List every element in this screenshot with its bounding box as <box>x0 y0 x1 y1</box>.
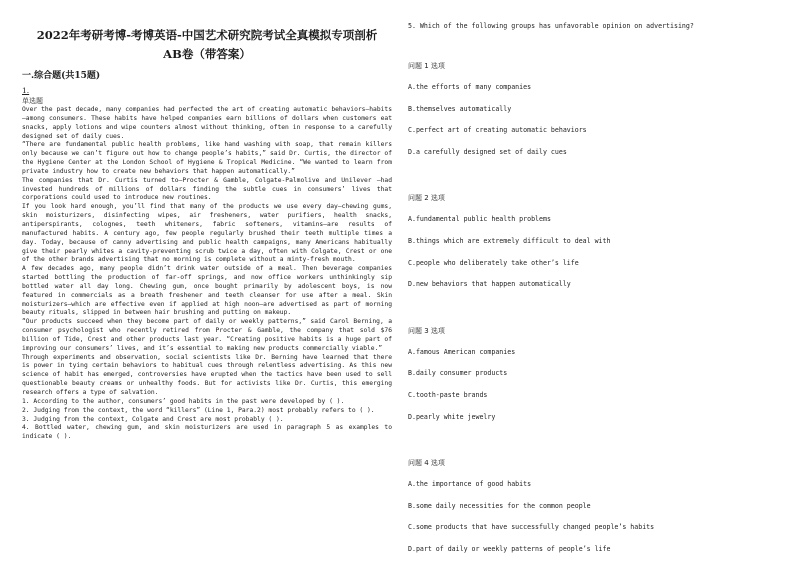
option-group <box>408 326 788 434</box>
answer-option: D.new behaviors that happen automatically <box>408 280 571 289</box>
sub-question: 2. Judging from the context, the word “killers” (Line 1, Para.2) most probably refers to ( ). <box>22 406 375 414</box>
passage-paragraph: If you look hard enough, you’ll find that many of the products we use every day—chewing gums, skin moisturizers, disinfecting wipes, air fresheners, water purifiers, health snacks, antiperspirants, colognes, teeth whiteners, fabric softeners, vitamins—are results of manufactured habits. A century ago, few people regularly brushed their teeth multiple times a day. Today, because of canny advertising and public health campaigns, many Americans habitually give their pearly whites a cavity-preventing scrub twice a day, often with Colgate, Crest or one of the other brands advertising that no morning is complete without a minty-fresh mouth. <box>22 203 392 264</box>
right-column <box>408 22 788 567</box>
section-heading: 一.综合题(共15题) <box>22 71 101 81</box>
answer-option: D.pearly white jewelry <box>408 412 496 421</box>
passage-paragraph: “There are fundamental public health problems, like hand washing with soap, that remain killers only because we can’t figure out how to change people’s habits,” said Dr. Curtis, the director of the Hygiene Center at the London School of Hygiene & Tropical Medicine. “We wanted to learn from private industry how to create new behaviors that happen automatically.” <box>22 141 392 175</box>
answer-option: C.perfect art of creating automatic behaviors <box>408 126 587 135</box>
answer-option: D.a carefully designed set of daily cues <box>408 147 567 156</box>
passage-paragraph: Through experiments and observation, social scientists like Dr. Berning have learned that there is power in tying certain behaviors to habitual cues through relentless advertising. As this new science of habit has emerged, controversies have erupted when the tactics have been used to sell questionable beauty creams or unhealthy foods. But for activists like Dr. Curtis, this emerging research offers a type of salvation. <box>22 353 392 396</box>
answer-option: B.themselves automatically <box>408 104 512 113</box>
answer-option: A.the importance of good habits <box>408 480 532 489</box>
answer-option: B.things which are extremely difficult to deal with <box>408 236 611 245</box>
answer-option: D.part of daily or weekly patterns of people’s life <box>408 544 611 553</box>
answer-option: A.the efforts of many companies <box>408 83 532 91</box>
answer-option: C.people who deliberately take other’s life <box>408 258 579 267</box>
sub-question: 4. Bottled water, chewing gum, and skin moisturizers are used in paragraph 5 as examples to indicate ( ). <box>22 424 392 441</box>
option-group-title: 问题 2 选项 <box>408 194 445 203</box>
left-column <box>22 26 392 442</box>
passage-paragraph: The companies that Dr. Curtis turned to—Procter & Gamble, Colgate-Palmolive and Unilever —had invested hundreds of millions of dollars finding the subtle cues in consumers’ lives that corporations could used to introduce new routines. <box>22 176 392 202</box>
passage-paragraph: “Our products succeed when they become part of daily or weekly patterns,” said Carol Berning, a consumer psychologist who recently retired from Procter & Gamble, the company that sold $76 billion of Tide, Crest and other products last year. “Creating positive habits is a huge part of improving our consumers’ lives, and it’s essential to making new products commercially viable.” <box>22 318 392 352</box>
option-group <box>408 458 788 566</box>
answer-option: B.daily consumer products <box>408 369 508 378</box>
answer-option: A.famous American companies <box>408 347 516 356</box>
sub-question-5: 5. Which of the following groups has unfavorable opinion on advertising? <box>408 22 694 30</box>
reading-passage <box>22 106 392 442</box>
answer-option: A.fundamental public health problems <box>408 215 551 224</box>
question-type: 单选题 <box>22 97 43 105</box>
passage-paragraph: A few decades ago, many people didn’t drink water outside of a meal. Then beverage companies started bottling the production of far-off springs, and now office workers unthinkingly sip bottled water all day long. Chewing gum, once bought primarily by adolescent boys, is now featured in commercials as a breath freshener and teeth cleanser for use after a meal. Skin moisturizers—which are effective even if applied at high noon—are advertised as part of morning beauty rituals, slipped in between hair brushing and putting on makeup. <box>22 265 392 317</box>
answer-option: C.tooth-paste brands <box>408 390 488 399</box>
passage-paragraph: Over the past decade, many companies had perfected the art of creating automatic behaviors—habits—among consumers. These habits have helped companies earn billions of dollars when customers eat snacks, apply lotions and wipe counters almost without thinking, often in response to a carefully designed set of daily cues. <box>22 106 392 140</box>
option-group-title: 问题 1 选项 <box>408 62 445 70</box>
option-group-title: 问题 3 选项 <box>408 326 445 335</box>
option-group <box>408 61 788 169</box>
answer-option: C.some products that have successfully changed people’s habits <box>408 523 655 532</box>
option-group <box>408 193 788 301</box>
title-line-1: 2022年考研考博-考博英语-中国艺术研究院考试全真模拟专项剖析 <box>36 28 378 42</box>
sub-question: 1. According to the author, consumers’ good habits in the past were developed by ( ). <box>22 397 345 405</box>
option-group-title: 问题 4 选项 <box>408 459 445 468</box>
answer-option: B.some daily necessities for the common people <box>408 501 591 510</box>
title-line-2: AB卷（带答案） <box>163 47 251 61</box>
sub-question: 3. Judging from the context, Colgate and Crest are most probably ( ). <box>22 415 284 423</box>
question-number: 1. <box>22 86 30 95</box>
document-title <box>22 26 392 64</box>
